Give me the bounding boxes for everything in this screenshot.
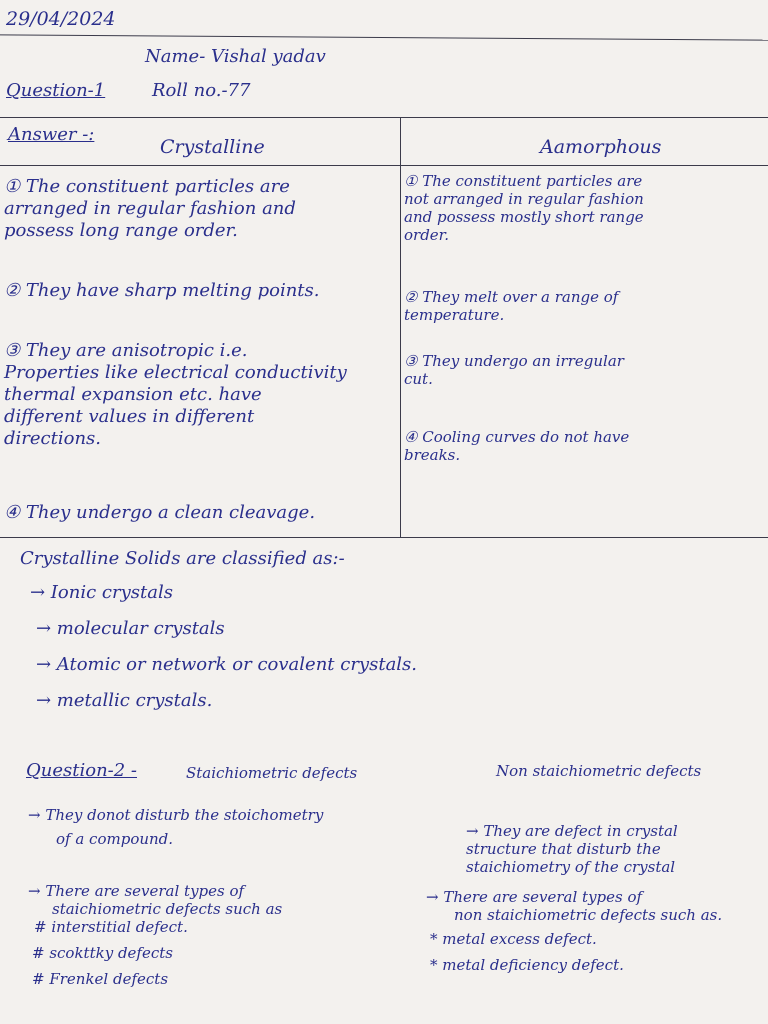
text-line: → They donot disturb the stoichometry: [28, 806, 324, 824]
stoichiometric-title: Staichiometric defects: [186, 764, 358, 782]
text-line: structure that disturb the: [466, 840, 661, 858]
roll-number: Roll no.-77: [152, 80, 251, 101]
classification-item-covalent: → Atomic or network or covalent crystals.: [36, 654, 418, 675]
question-2-label: Question-2 -: [26, 760, 137, 781]
text-line: Properties like electrical conductivity: [4, 362, 347, 383]
header-rule: [0, 117, 768, 118]
text-line: ② They melt over a range of: [404, 288, 619, 306]
text-line: and possess mostly short range: [404, 208, 644, 226]
text-line: staichiometric defects such as: [52, 900, 283, 918]
amorphous-title: Aamorphous: [540, 136, 662, 158]
text-line: # interstitial defect.: [34, 918, 188, 936]
table-divider: [400, 117, 401, 537]
crystalline-title: Crystalline: [160, 136, 265, 158]
text-line: # Frenkel defects: [32, 970, 169, 988]
classification-item-metallic: → metallic crystals.: [36, 690, 213, 711]
crystalline-point-2: [4, 280, 319, 302]
amorphous-point-4: [404, 428, 629, 464]
text-line: staichiometry of the crystal: [466, 858, 676, 876]
crystalline-point-1: [4, 176, 296, 242]
text-line: not arranged in regular fashion: [404, 190, 644, 208]
text-line: temperature.: [404, 306, 505, 324]
date: 29/04/2024: [6, 8, 116, 30]
text-line: ① The constituent particles are: [404, 172, 643, 190]
text-line: → They are defect in crystal: [466, 822, 678, 840]
crystalline-point-3: [4, 340, 347, 450]
text-line: non staichiometric defects such as.: [454, 906, 723, 924]
text-line: directions.: [4, 428, 101, 449]
answer-label: Answer -:: [8, 124, 95, 145]
text-line: different values in different: [4, 406, 255, 427]
text-line: order.: [404, 226, 449, 244]
classification-item-ionic: → Ionic crystals: [30, 582, 173, 603]
table-title-rule: [0, 165, 768, 166]
text-line: ④ They undergo a clean cleavage.: [4, 502, 316, 523]
classification-item-molecular: → molecular crystals: [36, 618, 225, 639]
text-line: ② They have sharp melting points.: [4, 280, 320, 301]
text-line: * metal excess defect.: [430, 930, 597, 948]
text-line: # scokttky defects: [32, 944, 173, 962]
text-line: ③ They undergo an irregular: [404, 352, 624, 370]
text-line: ③ They are anisotropic i.e.: [4, 340, 248, 361]
text-line: → There are several types of: [28, 882, 245, 900]
crystalline-point-4: [4, 502, 315, 524]
text-line: arranged in regular fashion and: [4, 198, 296, 219]
amorphous-point-1: [404, 172, 644, 244]
text-line: cut.: [404, 370, 433, 388]
text-line: ④ Cooling curves do not have: [404, 428, 630, 446]
non-stoichiometric-notes: [426, 822, 723, 974]
student-name: Name- Vishal yadav: [145, 46, 326, 67]
stoichiometric-notes: [28, 806, 323, 988]
table-bottom-rule: [0, 537, 768, 538]
amorphous-point-2: [404, 288, 618, 324]
classification-title: Crystalline Solids are classified as:-: [20, 548, 345, 569]
text-line: possess long range order.: [4, 220, 238, 241]
text-line: → There are several types of: [426, 888, 643, 906]
amorphous-point-3: [404, 352, 624, 388]
text-line: breaks.: [404, 446, 461, 464]
text-line: of a compound.: [56, 830, 174, 848]
text-line: ① The constituent particles are: [4, 176, 290, 197]
text-line: * metal deficiency defect.: [430, 956, 624, 974]
text-line: thermal expansion etc. have: [4, 384, 262, 405]
top-rule: [0, 34, 768, 40]
non-stoichiometric-title: Non staichiometric defects: [496, 762, 702, 780]
question-1-label: Question-1: [6, 80, 106, 101]
